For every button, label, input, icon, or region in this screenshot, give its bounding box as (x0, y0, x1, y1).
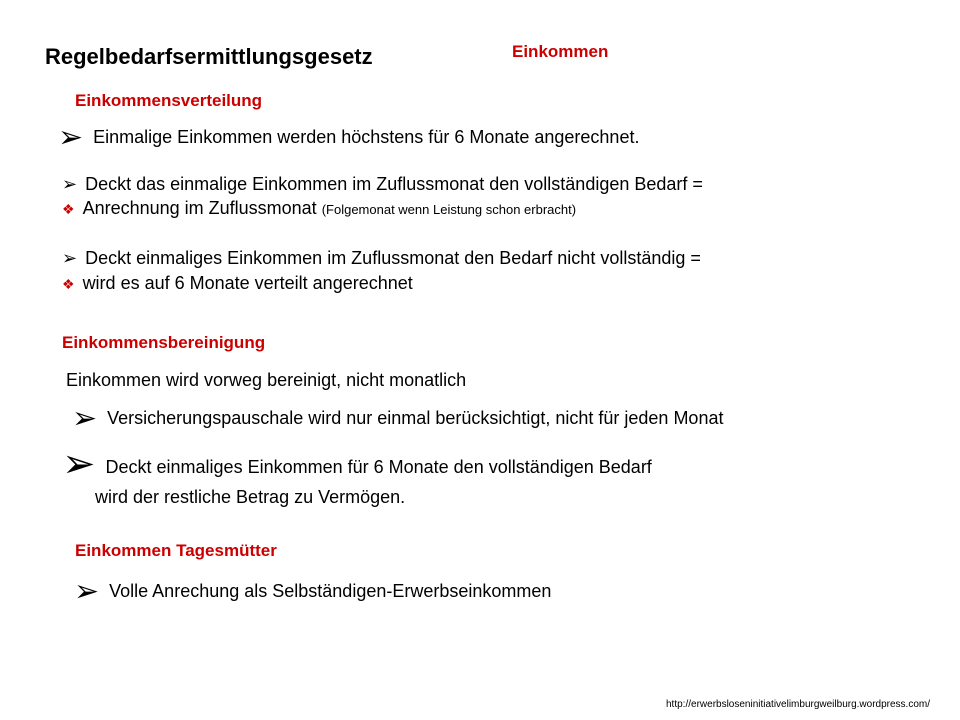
bullet-line (72, 404, 723, 434)
bullet-line (58, 123, 639, 153)
bullet-text: Deckt das einmalige Einkommen im Zuflussmonat den vollständigen Bedarf = (85, 174, 703, 194)
section-heading-einkommensverteilung: Einkommensverteilung (75, 91, 263, 110)
bullet-text: Volle Anrechung als Selbständigen-Erwerbseinkommen (109, 581, 552, 601)
arrow-bullet-icon: ➢ (74, 575, 100, 608)
bullet-line (62, 442, 652, 486)
arrow-bullet-icon: ➢ (62, 248, 78, 268)
bullet-text: wird es auf 6 Monate verteilt angerechnet (82, 273, 413, 293)
bullet-line (62, 174, 703, 195)
page-title: Regelbedarfsermittlungsgesetz (45, 44, 373, 69)
bullet-line (74, 577, 551, 607)
bullet-line (62, 248, 701, 269)
footer-url: http://erwerbsloseninitiativelimburgweilburg.wordpress.com/ (666, 699, 930, 710)
bullet-continuation: wird der restliche Betrag zu Vermögen. (95, 487, 406, 507)
bullet-text: Einmalige Einkommen werden höchstens für 6 Monate angerechnet. (93, 127, 640, 147)
bullet-text: Deckt einmaliges Einkommen im Zuflussmonat den Bedarf nicht vollständig = (85, 248, 701, 268)
diamond-bullet-icon: ❖ (62, 201, 75, 217)
bullet-line (62, 273, 413, 294)
bullet-text: Versicherungspauschale wird nur einmal berücksichtigt, nicht für jeden Monat (107, 408, 724, 428)
arrow-bullet-icon: ➢ (62, 442, 96, 486)
section-heading-einkommensbereinigung: Einkommensbereinigung (62, 333, 266, 352)
arrow-bullet-icon: ➢ (72, 402, 98, 435)
bullet-line (62, 198, 576, 219)
topic-label: Einkommen (512, 42, 609, 61)
diamond-bullet-icon: ❖ (62, 276, 75, 292)
bullet-text: Deckt einmaliges Einkommen für 6 Monate den vollständigen Bedarf (105, 457, 652, 477)
section-heading-einkommen-tagesmuetter: Einkommen Tagesmütter (75, 541, 277, 560)
arrow-bullet-icon: ➢ (58, 121, 84, 154)
bullet-text: Anrechnung im Zuflussmonat (82, 198, 317, 218)
arrow-bullet-icon: ➢ (62, 174, 78, 194)
bullet-note: (Folgemonat wenn Leistung schon erbracht) (321, 202, 577, 217)
intro-text: Einkommen wird vorweg bereinigt, nicht monatlich (66, 370, 467, 390)
